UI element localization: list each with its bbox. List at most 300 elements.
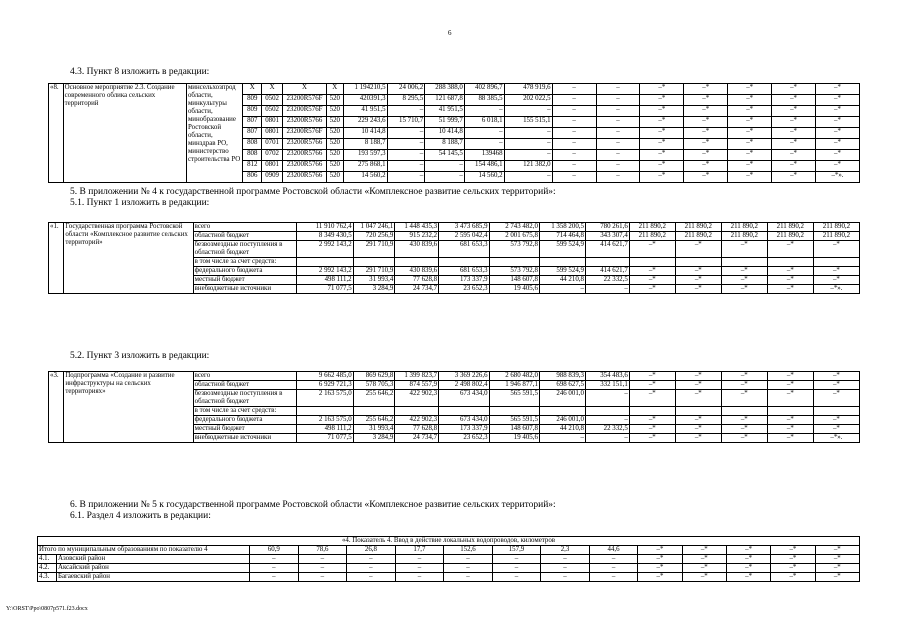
table-cell: – [250,555,299,564]
table-cell: –* [629,434,675,443]
table-cell: 8 295,5 [387,95,425,106]
table-cell: 0701 [262,139,283,150]
table-cell: –* [728,84,772,95]
table-cell: 2 743 482,0 [489,223,539,232]
funding-source-label: в том числе за счет средств: [193,258,296,267]
table-cell: –* [813,416,859,425]
table-cell: 812 [243,161,262,172]
table-cell: –* [772,172,816,183]
table-cell: 3 284,9 [353,285,395,294]
table-cell [813,258,859,267]
table-cell: – [387,139,425,150]
table-cell: 78,6 [298,546,347,555]
table-cell: –* [640,128,684,139]
funding-source-label: областной бюджет [193,381,296,390]
table-cell: 44 210,8 [539,276,585,285]
table-cell: 0909 [262,172,283,183]
table-cell: –* [640,161,684,172]
table-cell: 915 232,2 [395,232,439,241]
table-cell: –* [675,276,721,285]
table-cell: –* [682,564,726,573]
executor-cell: минсельхозпрод области, минкультуры области, минобразование Ростовской области, минздрав РО, министерство строительства РО [186,84,242,183]
table-cell: –* [767,285,813,294]
table-cell: –* [815,84,859,95]
table-cell: 0502 [262,95,283,106]
table-cell: 22 332,5 [585,276,629,285]
table-cell: 288 388,0 [425,84,465,95]
table-cell: – [464,139,504,150]
district-name: Багаевский район [56,573,249,582]
table-cell: –* [726,564,770,573]
table-cell: –* [640,117,684,128]
table-cell: 11 910 762,4 [296,223,353,232]
table-cell: 202 022,5 [504,95,552,106]
funding-source-label: безвозмездные поступления в областной бюджет [193,241,296,258]
table-cell: 24 006,2 [387,84,425,95]
table-cell: –* [684,139,728,150]
table-cell: –* [721,390,767,407]
table-cell: 520 [326,150,343,161]
funding-source-label: местный бюджет [193,276,296,285]
table-cell: 121 687,8 [425,95,465,106]
table-cell: –* [772,117,816,128]
table-cell: –* [772,106,816,117]
table-cell: 565 591,5 [489,390,539,407]
table-cell: 874 557,9 [395,381,439,390]
table-cell: – [596,95,640,106]
table-cell: –* [721,285,767,294]
table-cell: 402 896,7 [464,84,504,95]
table-cell: –* [684,106,728,117]
table-cell: –* [815,139,859,150]
table-cell: – [552,150,596,161]
table-cell: –* [726,573,770,582]
table-cell: – [504,150,552,161]
table-cell: 3 473 685,9 [439,223,489,232]
table-cell: 809 [243,106,262,117]
table-cell: – [504,172,552,183]
event-name: Основное мероприятие 2.3. Создание современного облика сельских территорий [63,84,186,183]
table-cell: –* [684,172,728,183]
table-cell [675,258,721,267]
program-name: Государственная программа Ростовской области «Комплексное развитие сельских территорий» [64,223,193,294]
table-cell: 211 890,2 [675,232,721,241]
table-cell: –* [721,416,767,425]
table-cell: 8 349 430,5 [296,232,353,241]
table-cell [489,407,539,416]
table-cell: – [298,564,347,573]
table-row [49,223,860,232]
table-cell: –* [640,84,684,95]
table-cell: 255 646,2 [353,390,395,407]
table-row-total [38,546,860,555]
file-path-footer: Y:\ORST\Ppo\0807p571.f23.docx [6,606,88,612]
funding-source-label: областной бюджет [193,232,296,241]
table-cell: 698 627,5 [539,381,585,390]
table-cell: 520 [326,139,343,150]
district-name: Аксайский район [56,564,249,573]
table-cell: 291 710,9 [353,267,395,276]
table-cell: –* [675,425,721,434]
table-cell: –* [675,372,721,381]
table-cell: –* [675,285,721,294]
funding-source-label: всего [193,372,296,381]
table-cell: 1 047 246,1 [353,223,395,232]
table-cell: – [395,564,444,573]
funding-source-label: в том числе за счет средств: [193,407,296,416]
table-cell: 498 111,2 [296,425,353,434]
table-row [38,564,860,573]
table-cell: 211 890,2 [767,223,813,232]
funding-source-label: внебюджетные источники [193,285,296,294]
table-indicator-4 [37,536,860,582]
table-cell: 19 405,6 [489,285,539,294]
program-name: Подпрограмма «Создание и развитие инфраструктуры на сельских территориях» [64,372,193,443]
table-cell: – [387,128,425,139]
table-cell: –* [675,390,721,407]
table-cell: Х [262,84,283,95]
table-cell: 152,6 [444,546,493,555]
table-cell: 173 337,9 [439,425,489,434]
table-cell: 6 018,1 [464,117,504,128]
table-cell: –* [629,285,675,294]
table-cell: –* [638,555,682,564]
table-cell: –* [721,267,767,276]
table-cell: – [395,573,444,582]
table-cell: –* [684,150,728,161]
table-cell: – [250,564,299,573]
table-cell: 8 188,7 [343,139,387,150]
table-cell: –* [728,128,772,139]
table-cell: 673 434,0 [439,390,489,407]
table-cell: 157,9 [492,546,541,555]
table-cell: 44 210,8 [539,425,585,434]
table-cell: –* [721,372,767,381]
table-cell: –* [684,128,728,139]
table-cell [395,407,439,416]
table-cell: 23200R576F [283,106,327,117]
table-cell: –* [728,95,772,106]
table-cell: –* [682,546,726,555]
table-cell [539,407,585,416]
table-cell [539,258,585,267]
table-cell: 155 515,1 [504,117,552,128]
table-cell: 211 890,2 [675,223,721,232]
table-cell: – [589,564,638,573]
table-cell: 498 111,2 [296,276,353,285]
table-cell: 0502 [262,106,283,117]
table-cell: – [492,564,541,573]
table-cell: – [387,161,425,172]
indicator-caption: «4. Показатель 4. Ввод в действие локальных водопроводов, километров [38,537,860,546]
row-number: 4.1. [38,555,57,564]
table-cell: –* [721,241,767,258]
table-cell: – [585,390,629,407]
table-cell [767,258,813,267]
table-cell: –* [771,546,815,555]
table-cell: 211 890,2 [721,223,767,232]
table-cell: –* [721,276,767,285]
table-cell [767,407,813,416]
table-cell: 23200R5766 [283,161,327,172]
table-cell: 51 999,7 [425,117,465,128]
table-cell [675,407,721,416]
funding-source-label: федерального бюджета [193,416,296,425]
table-cell: – [596,106,640,117]
table-cell: 246 001,0 [539,416,585,425]
table-cell: –* [815,128,859,139]
table-cell: –* [638,564,682,573]
table-cell: –* [638,546,682,555]
table-cell: 23200R5766 [283,172,327,183]
table-cell: 193 597,3 [343,150,387,161]
table-cell: –* [813,381,859,390]
table-cell: – [444,564,493,573]
table-cell: 77 628,8 [395,276,439,285]
table-cell: –* [767,425,813,434]
row-number: 4.3. [38,573,57,582]
table-cell: – [589,573,638,582]
funding-source-label: федерального бюджета [193,267,296,276]
table-cell: 211 890,2 [721,232,767,241]
table-cell: 2 001 675,8 [489,232,539,241]
table-cell: – [552,84,596,95]
table-cell: 520 [326,172,343,183]
table-cell: Х [326,84,343,95]
table-cell: – [464,106,504,117]
table-cell: 869 629,8 [353,372,395,381]
page-number: 6 [448,29,452,37]
table-cell: 780 261,6 [585,223,629,232]
table-cell [629,407,675,416]
district-name: Азовский район [56,555,249,564]
table-cell: – [539,434,585,443]
table-cell: 23200R5766 [283,117,327,128]
table-cell: 88 385,5 [464,95,504,106]
table-cell [585,258,629,267]
table-event-2-3 [48,83,860,183]
table-cell: – [596,150,640,161]
table-cell: 17,7 [395,546,444,555]
table-cell: 599 524,9 [539,241,585,258]
table-cell: – [539,285,585,294]
table-cell: – [541,564,590,573]
table-row [49,84,860,95]
table-cell: 291 710,9 [353,241,395,258]
table-cell: 3 369 226,6 [439,372,489,381]
table-cell: 229 243,6 [343,117,387,128]
table-cell: –* [815,117,859,128]
table-cell: 681 653,3 [439,267,489,276]
table-cell: 520 [326,161,343,172]
table-cell: 71 077,5 [296,434,353,443]
table-cell: 520 [326,95,343,106]
table-cell: – [541,555,590,564]
table-cell: –* [684,161,728,172]
table-cell: 420391,3 [343,95,387,106]
table-cell: 41 951,5 [343,106,387,117]
table-cell: –* [772,128,816,139]
table-cell: –* [767,434,813,443]
table-cell: – [464,128,504,139]
table-cell: 714 464,8 [539,232,585,241]
table-cell [296,258,353,267]
table-cell: 1 946 877,1 [489,381,539,390]
table-cell: 2 992 143,2 [296,267,353,276]
table-cell: –* [675,416,721,425]
table-cell: –* [728,139,772,150]
table-cell: –* [629,276,675,285]
table-cell: 148 607,8 [489,425,539,434]
table-cell: 23200R5766 [283,150,327,161]
table-cell: 578 705,3 [353,381,395,390]
table-cell: 808 [243,139,262,150]
table-cell: –* [728,117,772,128]
table-cell: –* [767,416,813,425]
row-number: «1. [49,223,64,294]
table-cell: 31 993,4 [353,425,395,434]
table-cell: 10 414,8 [343,128,387,139]
table-cell: 599 524,9 [539,267,585,276]
table-cell [489,258,539,267]
table-cell: – [552,106,596,117]
table-cell: – [444,573,493,582]
table-row [38,555,860,564]
table-cell: 60,9 [250,546,299,555]
table-cell: – [250,573,299,582]
table-cell: 2 498 802,4 [439,381,489,390]
table-cell: – [585,416,629,425]
table-cell: 154 486,1 [464,161,504,172]
table-cell: – [425,161,465,172]
table-cell: –* [815,161,859,172]
funding-source-label: внебюджетные источники [193,434,296,443]
table-cell: 44,6 [589,546,638,555]
table-cell [353,258,395,267]
table-cell: 71 077,5 [296,285,353,294]
table-cell: 1 399 823,7 [395,372,439,381]
table-cell: –* [815,564,859,573]
table-cell: –* [815,546,859,555]
table-cell: –* [728,161,772,172]
table-cell: 720 256,9 [353,232,395,241]
table-cell: 430 839,6 [395,267,439,276]
table-cell: 3 284,9 [353,434,395,443]
table-cell [721,258,767,267]
table-cell: –* [815,150,859,161]
table-cell: –* [721,425,767,434]
table-cell: –* [772,95,816,106]
table-cell: 19 405,6 [489,434,539,443]
table-cell: –* [772,161,816,172]
table-caption-row [38,537,860,546]
table-cell: 255 646,2 [353,416,395,425]
table-cell: 211 890,2 [629,223,675,232]
table-cell: 14 560,2 [464,172,504,183]
table-cell: –* [813,425,859,434]
table-cell: – [298,555,347,564]
table-cell: –* [767,390,813,407]
table-cell: 31 993,4 [353,276,395,285]
table-cell: – [504,139,552,150]
table-cell: –* [640,106,684,117]
table-cell [629,258,675,267]
table-cell: –* [629,416,675,425]
table-cell: –* [640,139,684,150]
total-label: Итого по муниципальным образованиям по показателю 4 [38,546,250,555]
table-cell: –* [675,267,721,276]
table-cell: 414 621,7 [585,241,629,258]
row-number: «3. [49,372,64,443]
table-cell: –* [629,381,675,390]
table-cell: 275 868,1 [343,161,387,172]
table-cell: 807 [243,117,262,128]
table-cell: – [596,128,640,139]
table-cell: – [492,555,541,564]
table-cell: 573 792,8 [489,241,539,258]
table-cell: 673 434,0 [439,416,489,425]
table-cell: –* [721,381,767,390]
table-cell: –*». [813,285,859,294]
table-cell: 414 621,7 [585,267,629,276]
table-cell: 23 652,3 [439,285,489,294]
table-subprogram-3 [48,371,860,443]
table-cell: –* [815,555,859,564]
table-cell: –* [767,267,813,276]
table-cell: 15 710,7 [387,117,425,128]
funding-source-label: всего [193,223,296,232]
table-cell: –* [813,241,859,258]
table-cell [395,258,439,267]
table-cell: 806 [243,172,262,183]
table-cell: –* [640,172,684,183]
table-cell: –* [675,241,721,258]
table-cell: 173 337,9 [439,276,489,285]
table-cell: –* [684,84,728,95]
table-cell: – [347,564,396,573]
table-cell: –* [629,372,675,381]
table-cell [439,407,489,416]
table-cell: 6 929 721,3 [296,381,353,390]
table-cell: 8 188,7 [425,139,465,150]
table-cell: – [596,84,640,95]
table-cell: –* [815,95,859,106]
table-cell: –* [767,372,813,381]
table-cell: – [425,172,465,183]
table-cell: 211 890,2 [813,232,859,241]
table-cell: –* [640,95,684,106]
table-cell [585,407,629,416]
table-cell: – [504,128,552,139]
table-cell: – [552,95,596,106]
table-cell [296,407,353,416]
table-cell: –* [638,573,682,582]
table-cell: – [298,573,347,582]
table-cell: 0801 [262,117,283,128]
table-cell: – [387,150,425,161]
table-cell: –* [813,267,859,276]
table-cell: 1 194210,5 [343,84,387,95]
heading-4-3: 4.3. Пункт 8 изложить в редакции: [70,67,210,77]
table-cell: 14 560,2 [343,172,387,183]
table-cell: –* [772,84,816,95]
table-cell: 10 414,8 [425,128,465,139]
table-cell: –* [767,241,813,258]
table-cell [439,258,489,267]
table-cell: 23200R5766 [283,139,327,150]
table-cell: 809 [243,95,262,106]
table-cell: 77 628,8 [395,425,439,434]
